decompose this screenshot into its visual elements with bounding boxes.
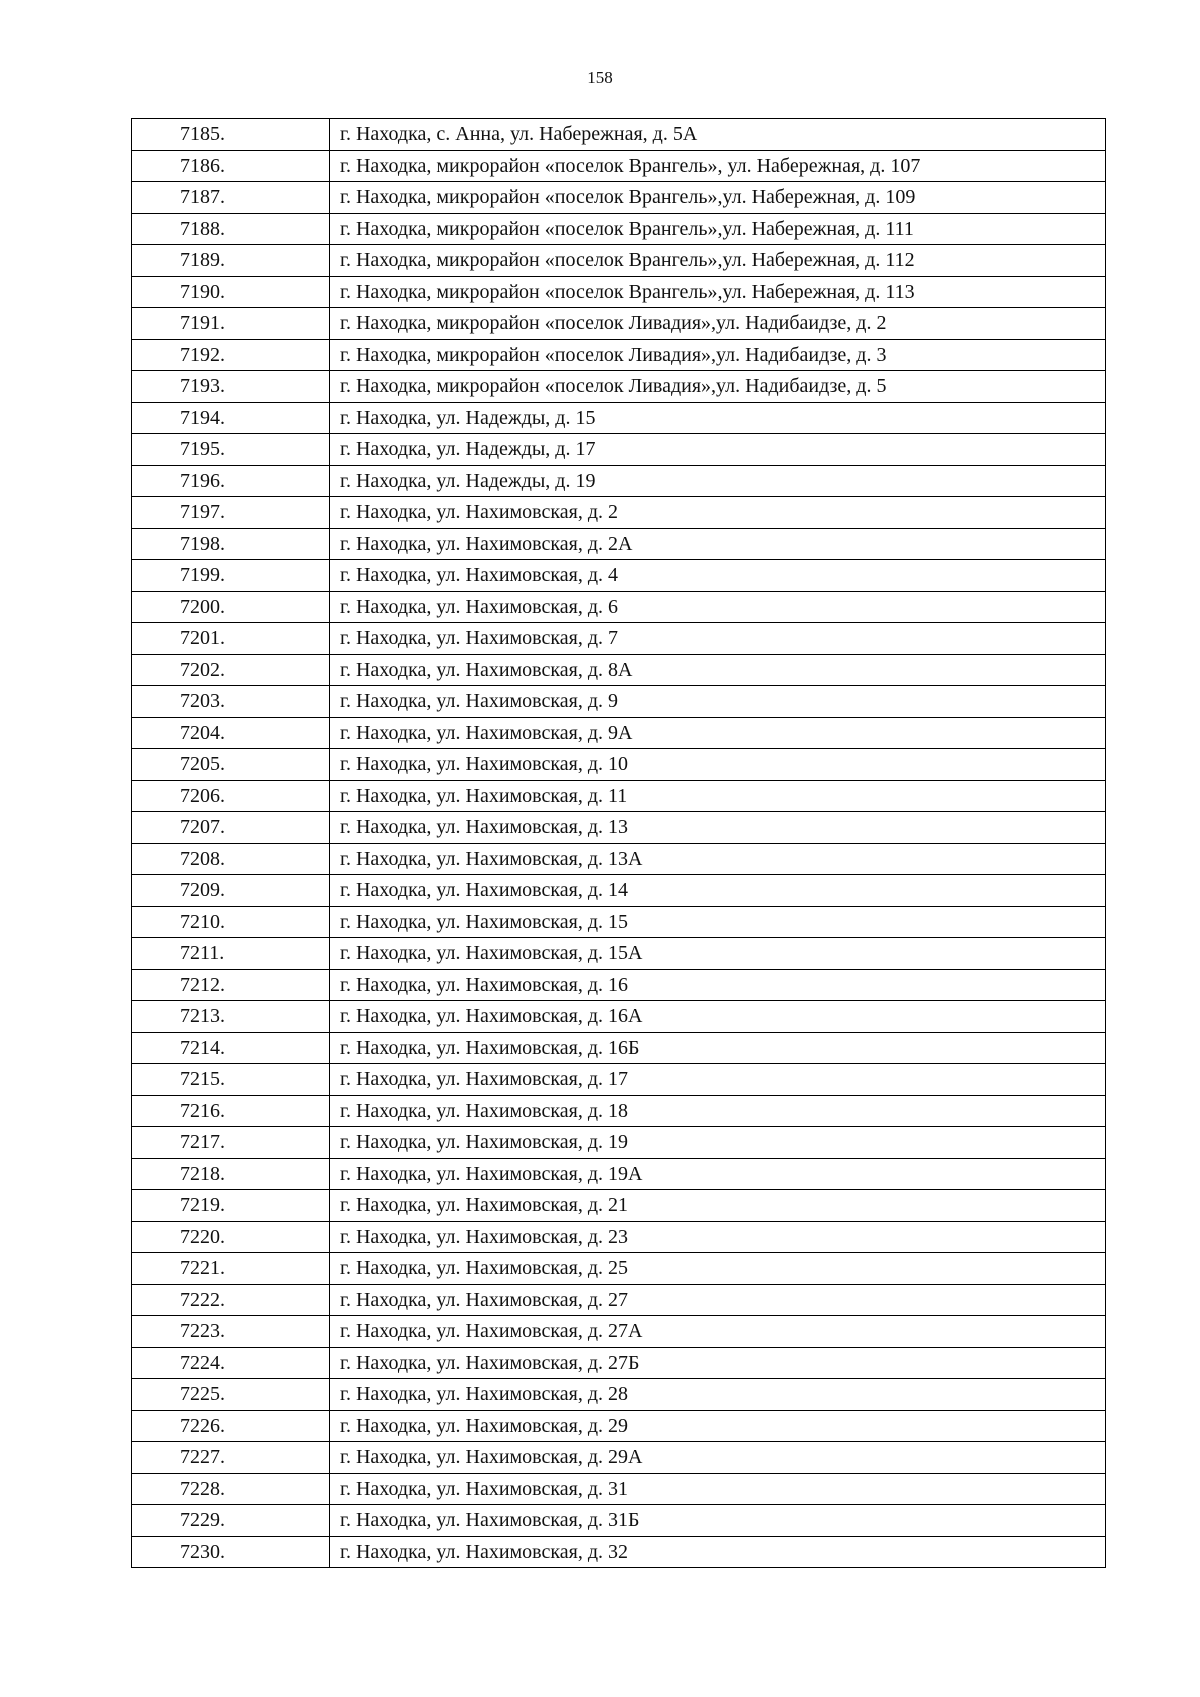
table-row (132, 150, 1106, 182)
table-row (132, 1473, 1106, 1505)
table-row (132, 182, 1106, 214)
row-address: г. Находка, ул. Нахимовская, д. 7 (330, 623, 1106, 655)
row-address: г. Находка, ул. Надежды, д. 17 (330, 434, 1106, 466)
row-number: 7201. (132, 623, 330, 655)
row-address: г. Находка, микрорайон «поселок Врангель»,ул. Набережная, д. 109 (330, 182, 1106, 214)
table-row (132, 1158, 1106, 1190)
row-number: 7207. (132, 812, 330, 844)
row-number: 7186. (132, 150, 330, 182)
row-address: г. Находка, ул. Нахимовская, д. 25 (330, 1253, 1106, 1285)
row-number: 7223. (132, 1316, 330, 1348)
row-number: 7190. (132, 276, 330, 308)
table-row (132, 528, 1106, 560)
table-row (132, 1190, 1106, 1222)
table-row (132, 245, 1106, 277)
row-address: г. Находка, с. Анна, ул. Набережная, д. 5А (330, 119, 1106, 151)
table-row (132, 1127, 1106, 1159)
row-address: г. Находка, ул. Нахимовская, д. 29А (330, 1442, 1106, 1474)
table-row (132, 1505, 1106, 1537)
row-address: г. Находка, ул. Нахимовская, д. 28 (330, 1379, 1106, 1411)
row-number: 7200. (132, 591, 330, 623)
row-address: г. Находка, микрорайон «поселок Врангель»,ул. Набережная, д. 113 (330, 276, 1106, 308)
row-number: 7196. (132, 465, 330, 497)
row-number: 7221. (132, 1253, 330, 1285)
table-row (132, 938, 1106, 970)
row-number: 7189. (132, 245, 330, 277)
row-address: г. Находка, ул. Нахимовская, д. 27А (330, 1316, 1106, 1348)
row-address: г. Находка, ул. Надежды, д. 15 (330, 402, 1106, 434)
table-row (132, 1221, 1106, 1253)
row-number: 7230. (132, 1536, 330, 1568)
row-number: 7198. (132, 528, 330, 560)
row-address: г. Находка, ул. Нахимовская, д. 13А (330, 843, 1106, 875)
table-row (132, 780, 1106, 812)
row-number: 7225. (132, 1379, 330, 1411)
table-row (132, 434, 1106, 466)
table-row (132, 1410, 1106, 1442)
row-address: г. Находка, ул. Нахимовская, д. 2 (330, 497, 1106, 529)
row-number: 7209. (132, 875, 330, 907)
row-number: 7220. (132, 1221, 330, 1253)
table-row (132, 1284, 1106, 1316)
table-row (132, 1095, 1106, 1127)
row-address: г. Находка, ул. Нахимовская, д. 8А (330, 654, 1106, 686)
table-row (132, 465, 1106, 497)
table-row (132, 717, 1106, 749)
table-row (132, 686, 1106, 718)
table-row (132, 497, 1106, 529)
row-address: г. Находка, ул. Нахимовская, д. 14 (330, 875, 1106, 907)
table-row (132, 591, 1106, 623)
table-row (132, 339, 1106, 371)
table-row (132, 213, 1106, 245)
table-body (132, 119, 1106, 1568)
row-address: г. Находка, ул. Нахимовская, д. 27 (330, 1284, 1106, 1316)
row-number: 7215. (132, 1064, 330, 1096)
row-address: г. Находка, ул. Нахимовская, д. 2А (330, 528, 1106, 560)
table-row (132, 623, 1106, 655)
row-number: 7211. (132, 938, 330, 970)
row-number: 7217. (132, 1127, 330, 1159)
row-address: г. Находка, ул. Нахимовская, д. 16Б (330, 1032, 1106, 1064)
row-number: 7187. (132, 182, 330, 214)
row-address: г. Находка, ул. Нахимовская, д. 27Б (330, 1347, 1106, 1379)
table-row (132, 812, 1106, 844)
row-number: 7208. (132, 843, 330, 875)
row-address: г. Находка, ул. Нахимовская, д. 29 (330, 1410, 1106, 1442)
table-row (132, 119, 1106, 151)
row-number: 7213. (132, 1001, 330, 1033)
row-number: 7210. (132, 906, 330, 938)
row-address: г. Находка, ул. Нахимовская, д. 15 (330, 906, 1106, 938)
row-number: 7222. (132, 1284, 330, 1316)
table-row (132, 402, 1106, 434)
table-row (132, 1379, 1106, 1411)
row-address: г. Находка, ул. Нахимовская, д. 19 (330, 1127, 1106, 1159)
row-address: г. Находка, микрорайон «поселок Ливадия»,ул. Надибаидзе, д. 2 (330, 308, 1106, 340)
row-address: г. Находка, ул. Нахимовская, д. 16 (330, 969, 1106, 1001)
row-address: г. Находка, ул. Нахимовская, д. 32 (330, 1536, 1106, 1568)
page-number: 158 (587, 68, 613, 87)
row-address: г. Находка, микрорайон «поселок Врангель», ул. Набережная, д. 107 (330, 150, 1106, 182)
table-row (132, 371, 1106, 403)
row-number: 7205. (132, 749, 330, 781)
row-number: 7224. (132, 1347, 330, 1379)
row-address: г. Находка, ул. Нахимовская, д. 9 (330, 686, 1106, 718)
row-number: 7202. (132, 654, 330, 686)
row-address: г. Находка, микрорайон «поселок Ливадия»,ул. Надибаидзе, д. 3 (330, 339, 1106, 371)
row-address: г. Находка, ул. Нахимовская, д. 19А (330, 1158, 1106, 1190)
row-address: г. Находка, ул. Нахимовская, д. 10 (330, 749, 1106, 781)
address-table (131, 118, 1106, 1568)
table-row (132, 969, 1106, 1001)
row-address: г. Находка, ул. Нахимовская, д. 31 (330, 1473, 1106, 1505)
row-address: г. Находка, микрорайон «поселок Врангель»,ул. Набережная, д. 111 (330, 213, 1106, 245)
row-address: г. Находка, ул. Нахимовская, д. 16А (330, 1001, 1106, 1033)
row-number: 7203. (132, 686, 330, 718)
row-number: 7191. (132, 308, 330, 340)
table-row (132, 1253, 1106, 1285)
table-row (132, 1442, 1106, 1474)
row-number: 7206. (132, 780, 330, 812)
table-row (132, 560, 1106, 592)
row-number: 7194. (132, 402, 330, 434)
row-number: 7226. (132, 1410, 330, 1442)
table-row (132, 276, 1106, 308)
table-row (132, 308, 1106, 340)
table-row (132, 906, 1106, 938)
row-number: 7193. (132, 371, 330, 403)
row-number: 7185. (132, 119, 330, 151)
table-row (132, 749, 1106, 781)
row-address: г. Находка, ул. Нахимовская, д. 31Б (330, 1505, 1106, 1537)
row-address: г. Находка, ул. Нахимовская, д. 17 (330, 1064, 1106, 1096)
row-number: 7227. (132, 1442, 330, 1474)
row-number: 7214. (132, 1032, 330, 1064)
table-row (132, 1316, 1106, 1348)
row-number: 7199. (132, 560, 330, 592)
row-address: г. Находка, ул. Нахимовская, д. 6 (330, 591, 1106, 623)
row-address: г. Находка, ул. Нахимовская, д. 23 (330, 1221, 1106, 1253)
row-address: г. Находка, микрорайон «поселок Врангель»,ул. Набережная, д. 112 (330, 245, 1106, 277)
row-number: 7216. (132, 1095, 330, 1127)
row-number: 7212. (132, 969, 330, 1001)
row-address: г. Находка, ул. Надежды, д. 19 (330, 465, 1106, 497)
table-row (132, 1064, 1106, 1096)
row-address: г. Находка, микрорайон «поселок Ливадия»,ул. Надибаидзе, д. 5 (330, 371, 1106, 403)
row-address: г. Находка, ул. Нахимовская, д. 13 (330, 812, 1106, 844)
table-row (132, 1032, 1106, 1064)
row-address: г. Находка, ул. Нахимовская, д. 18 (330, 1095, 1106, 1127)
row-number: 7229. (132, 1505, 330, 1537)
row-address: г. Находка, ул. Нахимовская, д. 11 (330, 780, 1106, 812)
row-address: г. Находка, ул. Нахимовская, д. 4 (330, 560, 1106, 592)
row-number: 7204. (132, 717, 330, 749)
row-number: 7228. (132, 1473, 330, 1505)
row-address: г. Находка, ул. Нахимовская, д. 9А (330, 717, 1106, 749)
row-number: 7188. (132, 213, 330, 245)
row-number: 7219. (132, 1190, 330, 1222)
row-number: 7195. (132, 434, 330, 466)
row-number: 7197. (132, 497, 330, 529)
row-address: г. Находка, ул. Нахимовская, д. 21 (330, 1190, 1106, 1222)
row-address: г. Находка, ул. Нахимовская, д. 15А (330, 938, 1106, 970)
table-row (132, 843, 1106, 875)
table-row (132, 654, 1106, 686)
table-row (132, 1536, 1106, 1568)
table-row (132, 1347, 1106, 1379)
row-number: 7192. (132, 339, 330, 371)
table-row (132, 875, 1106, 907)
table-row (132, 1001, 1106, 1033)
row-number: 7218. (132, 1158, 330, 1190)
